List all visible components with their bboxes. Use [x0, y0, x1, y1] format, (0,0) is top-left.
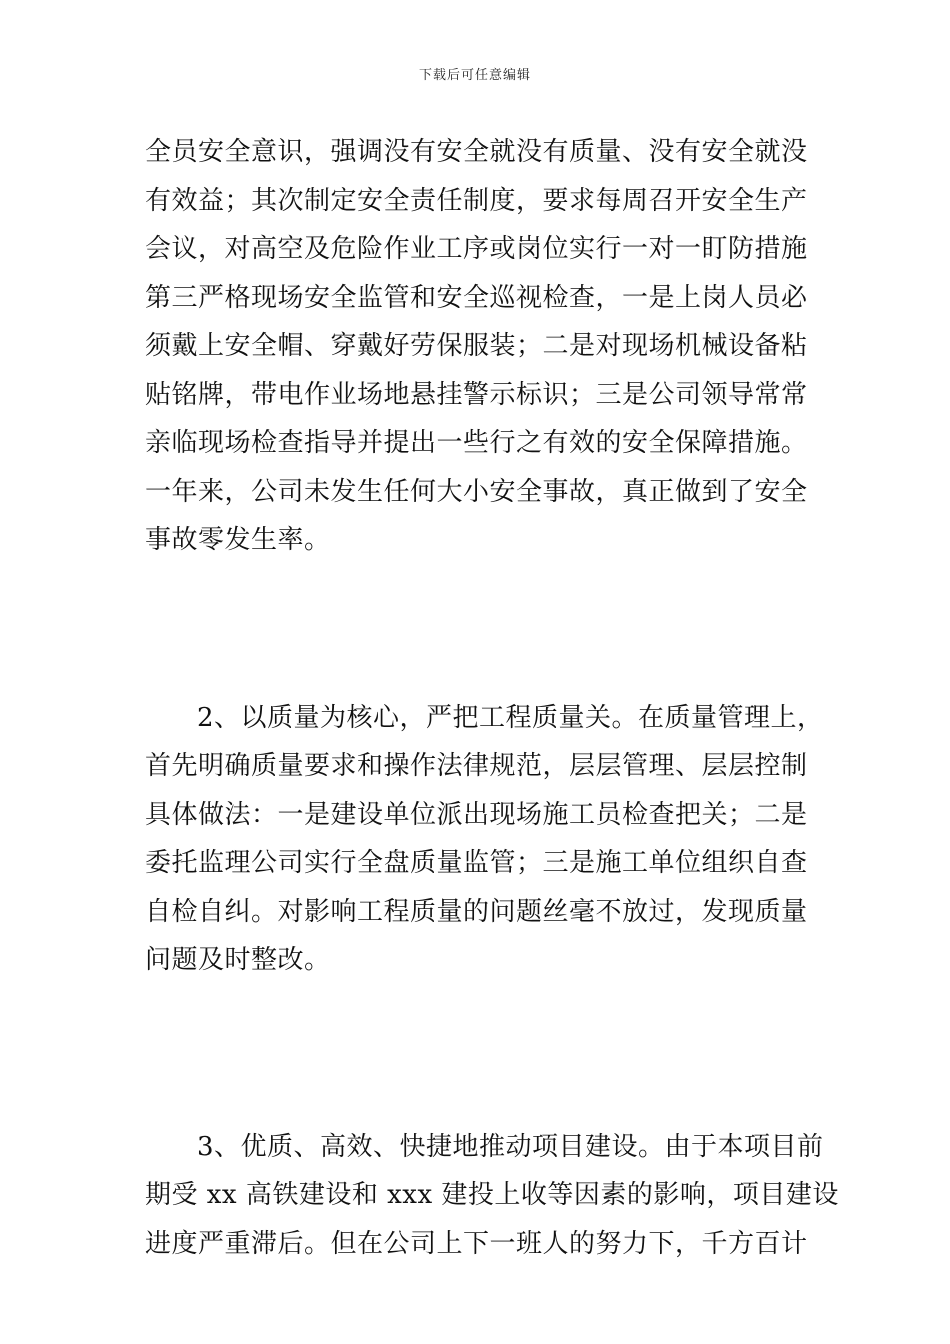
text-line: 问题及时整改。 [145, 945, 331, 975]
text-line: 3、优质、高效、快捷地推动项目建设。由于本项目前 [197, 1131, 824, 1162]
text-line: 贴铭牌，带电作业场地悬挂警示标识；三是公司领导常常 [145, 379, 808, 410]
text-line: 首先明确质量要求和操作法律规范，层层管理、层层控制 [145, 751, 808, 781]
document-body [145, 128, 839, 1268]
text-line: 全员安全意识，强调没有安全就没有质量、没有安全就没 [145, 137, 808, 167]
paragraph-safety [145, 128, 810, 565]
text-line: 第三严格现场安全监管和安全巡视检查，一是上岗人员必 [145, 282, 808, 313]
text-line: 事故零发生率。 [145, 525, 331, 555]
text-line: 具体做法：一是建设单位派出现场施工员检查把关；二是 [145, 799, 808, 830]
text-line: 委托监理公司实行全盘质量监管；三是施工单位组织自查 [145, 848, 808, 878]
page-header: 下载后可任意编辑 [418, 68, 531, 83]
text-line: 进度严重滞后。但在公司上下一班人的努力下，千方百计 [145, 1228, 808, 1259]
text-line: 期受 xx 高铁建设和 xxx 建投上收等因素的影响，项目建设 [145, 1180, 839, 1210]
paragraph-quality [145, 694, 824, 985]
paragraph-spacer [145, 565, 810, 694]
text-line: 须戴上安全帽、穿戴好劳保服装；二是对现场机械设备粘 [145, 331, 808, 361]
text-line: 2、以质量为核心，严把工程质量关。在质量管理上， [197, 702, 824, 733]
text-line: 亲临现场检查指导并提出一些行之有效的安全保障措施。 [145, 428, 808, 458]
paragraph-progress [145, 1123, 839, 1269]
text-line: 会议，对高空及危险作业工序或岗位实行一对一盯防措施 [145, 234, 808, 264]
text-line: 自检自纠。对影响工程质量的问题丝毫不放过，发现质量 [145, 896, 808, 927]
text-line: 一年来，公司未发生任何大小安全事故，真正做到了安全 [145, 476, 808, 507]
paragraph-spacer [145, 985, 810, 1123]
text-line: 有效益；其次制定安全责任制度，要求每周召开安全生产 [145, 185, 808, 216]
